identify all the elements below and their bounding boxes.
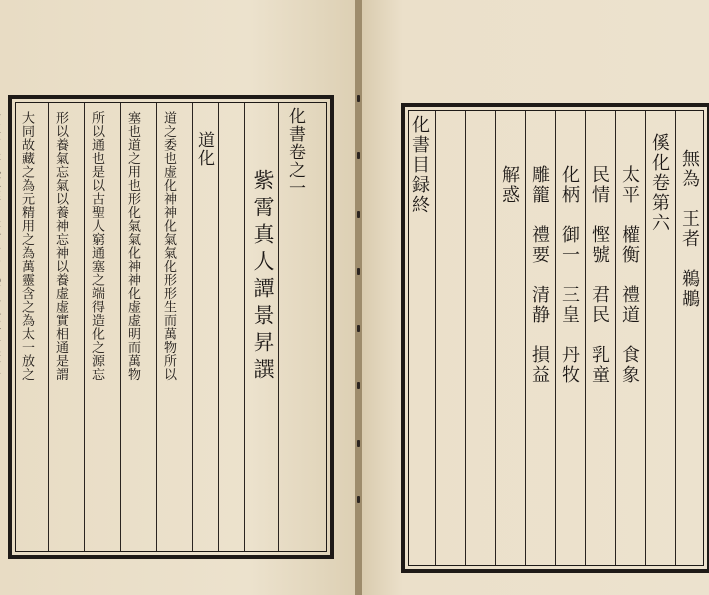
column-rule [48,103,49,551]
column-rule [465,111,466,565]
column-rule [495,111,496,565]
chapter-heading: 道化 [194,131,214,167]
column-rule [84,103,85,551]
binding-stitch [357,496,360,503]
toc-column: 無為 王者 鵜鶘 [679,149,700,309]
binding-stitch [357,95,360,102]
right-text-frame [401,103,709,573]
column-rule [675,111,676,565]
binding-stitch [357,211,360,218]
text-column: 道之委也虚化神神化氣氣化形形生而萬物所以 [161,111,176,381]
column-rule [192,103,193,551]
column-rule [278,103,279,551]
column-rule [645,111,646,565]
toc-column: 化柄 御一 三皇 丹牧 [559,165,580,385]
binding-stitch [357,268,360,275]
text-column: 塞也道之用也形化氣氣化神神化虚虚明而萬物 [125,111,140,381]
column-rule [555,111,556,565]
text-column: 形以養氣忘氣以養神忘神以養虚虚實相通是謂 [53,111,68,381]
column-rule [615,111,616,565]
column-rule [218,103,219,551]
column-rule [585,111,586,565]
column-rule [525,111,526,565]
column-rule [435,111,436,565]
left-text-frame [8,95,334,559]
volume-title: 化書卷之一 [285,107,305,197]
book-spine [355,0,362,595]
text-column: 所以通也是以古聖人窮通塞之端得造化之源忘 [89,111,104,381]
toc-column: 民情 慳號 君民 乳童 [589,165,610,385]
toc-column: 解惑 [499,165,520,205]
binding-stitch [357,382,360,389]
binding-stitch [357,152,360,159]
binding-stitch [357,440,360,447]
toc-column: 雕籠 禮要 清静 損益 [529,165,550,385]
toc-column: 太平 權衡 禮道 食象 [619,165,640,385]
binding-stitch [357,325,360,332]
author-line: 紫霄真人譚景昇譔 [251,169,275,385]
column-rule [156,103,157,551]
toc-end-line: 化書目録終 [409,115,430,215]
column-rule [244,103,245,551]
column-rule [120,103,121,551]
text-column: 大同故藏之為元精用之為萬靈含之為太一放之 [19,111,34,381]
toc-volume-heading: 傒化卷第六 [649,133,670,233]
